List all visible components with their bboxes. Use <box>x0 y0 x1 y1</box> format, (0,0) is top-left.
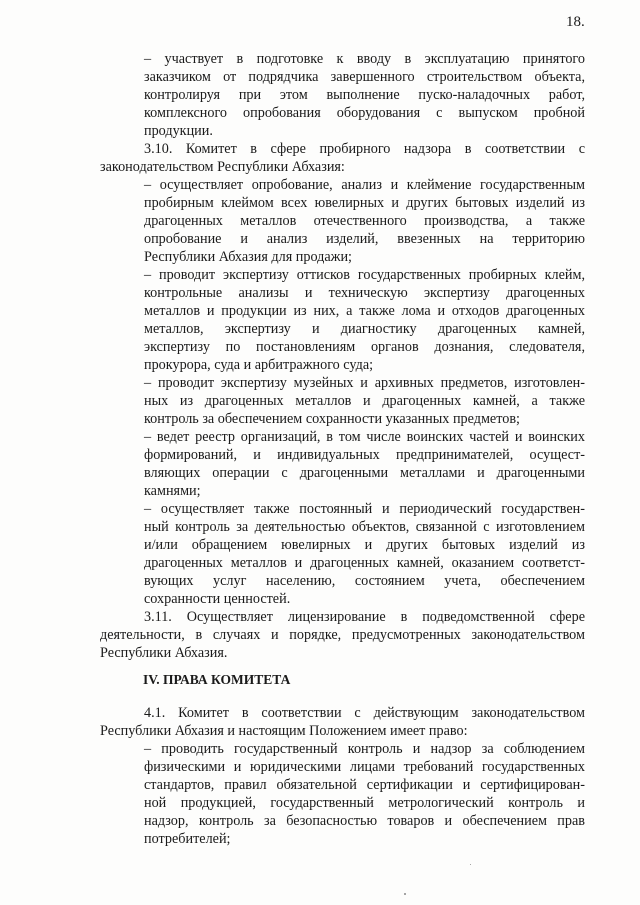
clause-4-1: 4.1. Комитет в соответствии с действующим законодательством <box>144 705 585 721</box>
text-line: сохранности ценностей. <box>144 591 291 607</box>
text-line: контролируя при этом выполнение пуско-наладочных работ, <box>144 87 585 103</box>
text-line: физическими и юридическими лицами требований государственных <box>144 759 585 775</box>
text-line: камнями; <box>144 483 201 499</box>
text-line: и/или обращением ювелирных и других бытовых изделий из <box>144 537 585 553</box>
text-line: формирований, и индивидуальных предпринимателей, осущест- <box>144 447 585 463</box>
text-line: металлов, экспертизу и диагностику драгоценных камней, <box>144 321 585 337</box>
text-line: драгоценных металлов и драгоценных камней, оказанием соответст- <box>144 555 585 571</box>
text-line: драгоценных металлов отечественного производства, а также <box>144 213 585 229</box>
text-line: контроль за обеспечением сохранности указанных предметов; <box>144 411 520 427</box>
scan-speck <box>470 864 471 865</box>
clause-3-10: 3.10. Комитет в сфере пробирного надзора в соответствии с <box>144 141 585 157</box>
text-line: потребителей; <box>144 831 231 847</box>
page-number: 18. <box>566 14 585 30</box>
text-line: – проводить государственный контроль и надзор за соблюдением <box>144 741 585 757</box>
text-line: – осуществляет опробование, анализ и клеймение государственным <box>144 177 585 193</box>
text-line: ный контроль за деятельностью объектов, связанной с изготовлением <box>144 519 585 535</box>
text-line: Республики Абхазия для продажи; <box>144 249 352 265</box>
text-line: прокурора, суда и арбитражного суда; <box>144 357 374 373</box>
text-line: заказчиком от подрядчика завершенного строительством объекта, <box>144 69 585 85</box>
text-line: – ведет реестр организаций, в том числе воинских частей и воинских <box>144 429 585 445</box>
text-line: опробование и анализ изделий, ввезенных на территорию <box>144 231 585 247</box>
text-line: контрольные анализы и техническую экспертизу драгоценных <box>144 285 585 301</box>
text-line: – проводит экспертизу оттисков государственных пробирных клейм, <box>144 267 585 283</box>
text-line: законодательством Республики Абхазия: <box>100 159 345 175</box>
text-line: металлов и продукции из них, а также лома и отходов драгоценных <box>144 303 585 319</box>
text-line: ной продукцией, государственный метрологический контроль и <box>144 795 585 811</box>
scan-speck <box>404 893 406 895</box>
text-line: – осуществляет также постоянный и периодический государствен- <box>144 501 585 517</box>
text-line: продукции. <box>144 123 213 139</box>
text-line: пробирным клеймом всех ювелирных и других бытовых изделий из <box>144 195 585 211</box>
text-line: – проводит экспертизу музейных и архивных предметов, изготовлен- <box>144 375 585 391</box>
text-line: стандартов, правил обязательной сертификации и сертифицирован- <box>144 777 585 793</box>
text-line: – участвует в подготовке к вводу в эксплуатацию принятого <box>144 51 585 67</box>
section-heading: IV. ПРАВА КОМИТЕТА <box>143 672 291 687</box>
text-line: деятельности, в случаях и порядке, предусмотренных законодательством <box>100 627 585 643</box>
text-line: Республики Абхазия и настоящим Положением имеет право: <box>100 723 468 739</box>
text-line: экспертизу по постановлениям органов дознания, следователя, <box>144 339 585 355</box>
text-line: ных из драгоценных металлов и драгоценных камней, а также <box>144 393 585 409</box>
text-line: вляющих операции с драгоценными металлами и драгоценными <box>144 465 585 481</box>
text-line: Республики Абхазия. <box>100 645 228 661</box>
text-line: комплексного опробования оборудования с выпуском пробной <box>144 105 585 121</box>
clause-3-11: 3.11. Осуществляет лицензирование в подведомственной сфере <box>144 609 585 625</box>
text-line: надзор, контроль за безопасностью товаров и обеспечением прав <box>144 813 585 829</box>
text-line: вующих услуг населению, состоянием учета, обеспечением <box>144 573 585 589</box>
